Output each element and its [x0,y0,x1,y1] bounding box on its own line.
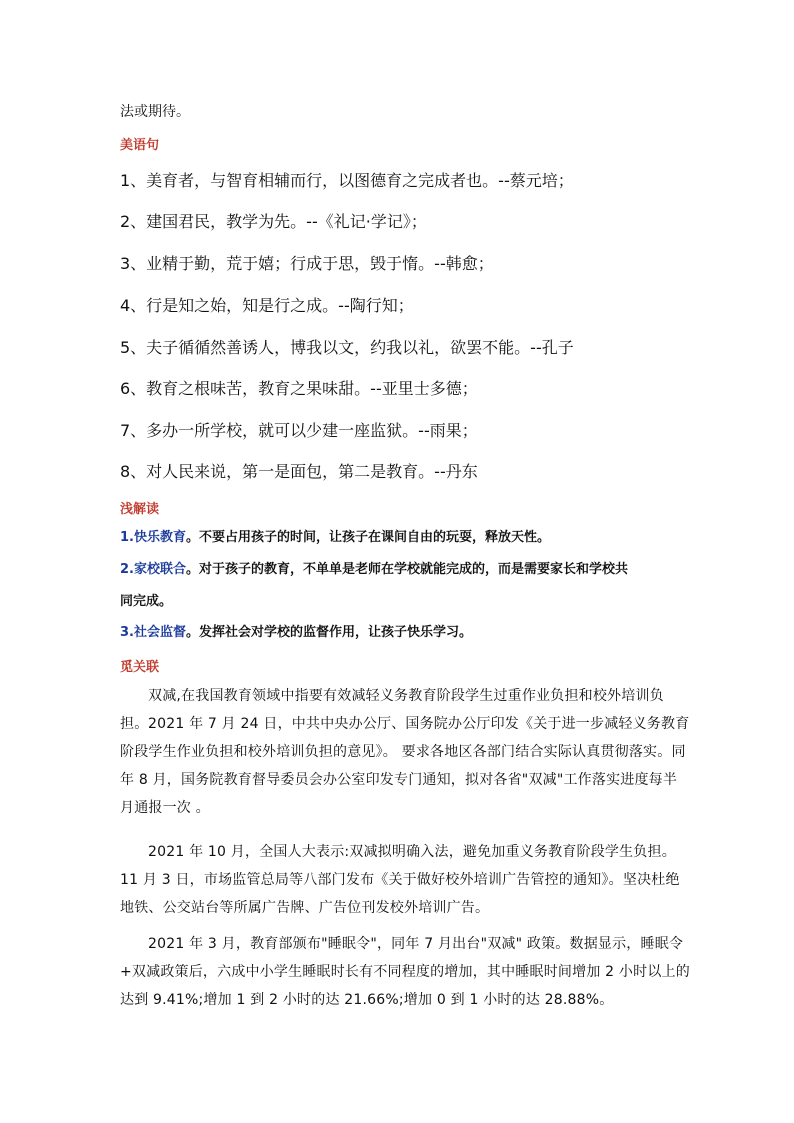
quote-7: 7、多办一所学校，就可以少建一座监狱。--雨果； [120,421,478,440]
quote-2: 2、建国君民，教学为先。--《礼记·学记》； [120,212,427,231]
item-text: 。对于孩子的教育，不单单是老师在学校就能完成的，而是需要家长和学校共 [186,562,629,577]
quote-6: 6、教育之根味苦，教育之果味甜。--亚里士多德； [120,379,478,398]
intro-tail-text: 法或期待。 [120,104,190,120]
interpretation-item-3 [120,623,472,643]
interpretation-item-2-continued: 同完成。 [120,594,173,609]
quote-4: 4、行是知之始，知是行之成。--陶行知； [120,296,414,315]
connection-paragraph-2: 2021 年 7 月 24 日，中共中央办公厅、国务院办公厅印发《关于进一步减轻义务教育阶段学生作业负担和校外培训负担的意见》。 要求各地区各部门结合实际认真贯彻落实。同年 8 月，国务院教育督导委员会办公室印发专门通知，拟对各省"双减"工作落实进度每半月通报一次 。 [120,716,690,816]
item-text: 。发挥社会对学校的监督作用，让孩子快乐学习。 [186,625,473,640]
connection-paragraph-4: 2021 年 3 月，教育部颁布"睡眠令"，同年 7 月出台"双减" 政策。数据显示，睡眠令+双减政策后，六成中小学生睡眠时长有不同程度的增加，其中睡眠时间增加 2 小时以上的达到 9.41%;增加 1 到 2 小时的达 21.66%;增加 0 到 1 小时的达 28.88%。 [120,936,690,1008]
section-heading-interpretation: 浅解读 [120,502,160,517]
item-number: 3. [120,625,134,640]
item-number: 2. [120,562,134,577]
connection-paragraph-3: 2021 年 10 月，全国人大表示:双减拟明确入法，避免加重义务教育阶段学生负担。11 月 3 日，市场监管总局等八部门发布《关于做好校外培训广告管控的通知》。坚决杜绝地铁、公交站台等所属广告牌、广告位刊发校外培训广告。 [120,844,680,916]
connection-paragraph-1: 双减,在我国教育领域中指要有效减轻义务教育阶段学生过重作业负担和校外培训负担。 [120,688,664,732]
quote-8: 8、对人民来说，第一是面包，第二是教育。--丹东 [120,462,478,481]
section-heading-quotes: 美语句 [120,138,160,153]
section-heading-connection: 觅关联 [120,660,160,675]
item-number: 1. [120,530,134,545]
quote-1: 1、美育者，与智育相辅而行，以图德育之完成者也。--蔡元培； [120,171,574,190]
item-text: 。不要占用孩子的时间，让孩子在课间自由的玩耍，释放天性。 [186,530,551,545]
interpretation-item-1 [120,528,550,548]
quote-3: 3、业精于勤，荒于嬉；行成于思，毁于惰。--韩愈； [120,254,494,273]
item-label: 家校联合 [133,562,186,577]
interpretation-item-2 [120,560,628,580]
item-label: 社会监督 [133,625,186,640]
item-label: 快乐教育 [133,530,186,545]
quote-5: 5、夫子循循然善诱人，博我以文，约我以礼，欲罢不能。--孔子 [120,338,574,357]
